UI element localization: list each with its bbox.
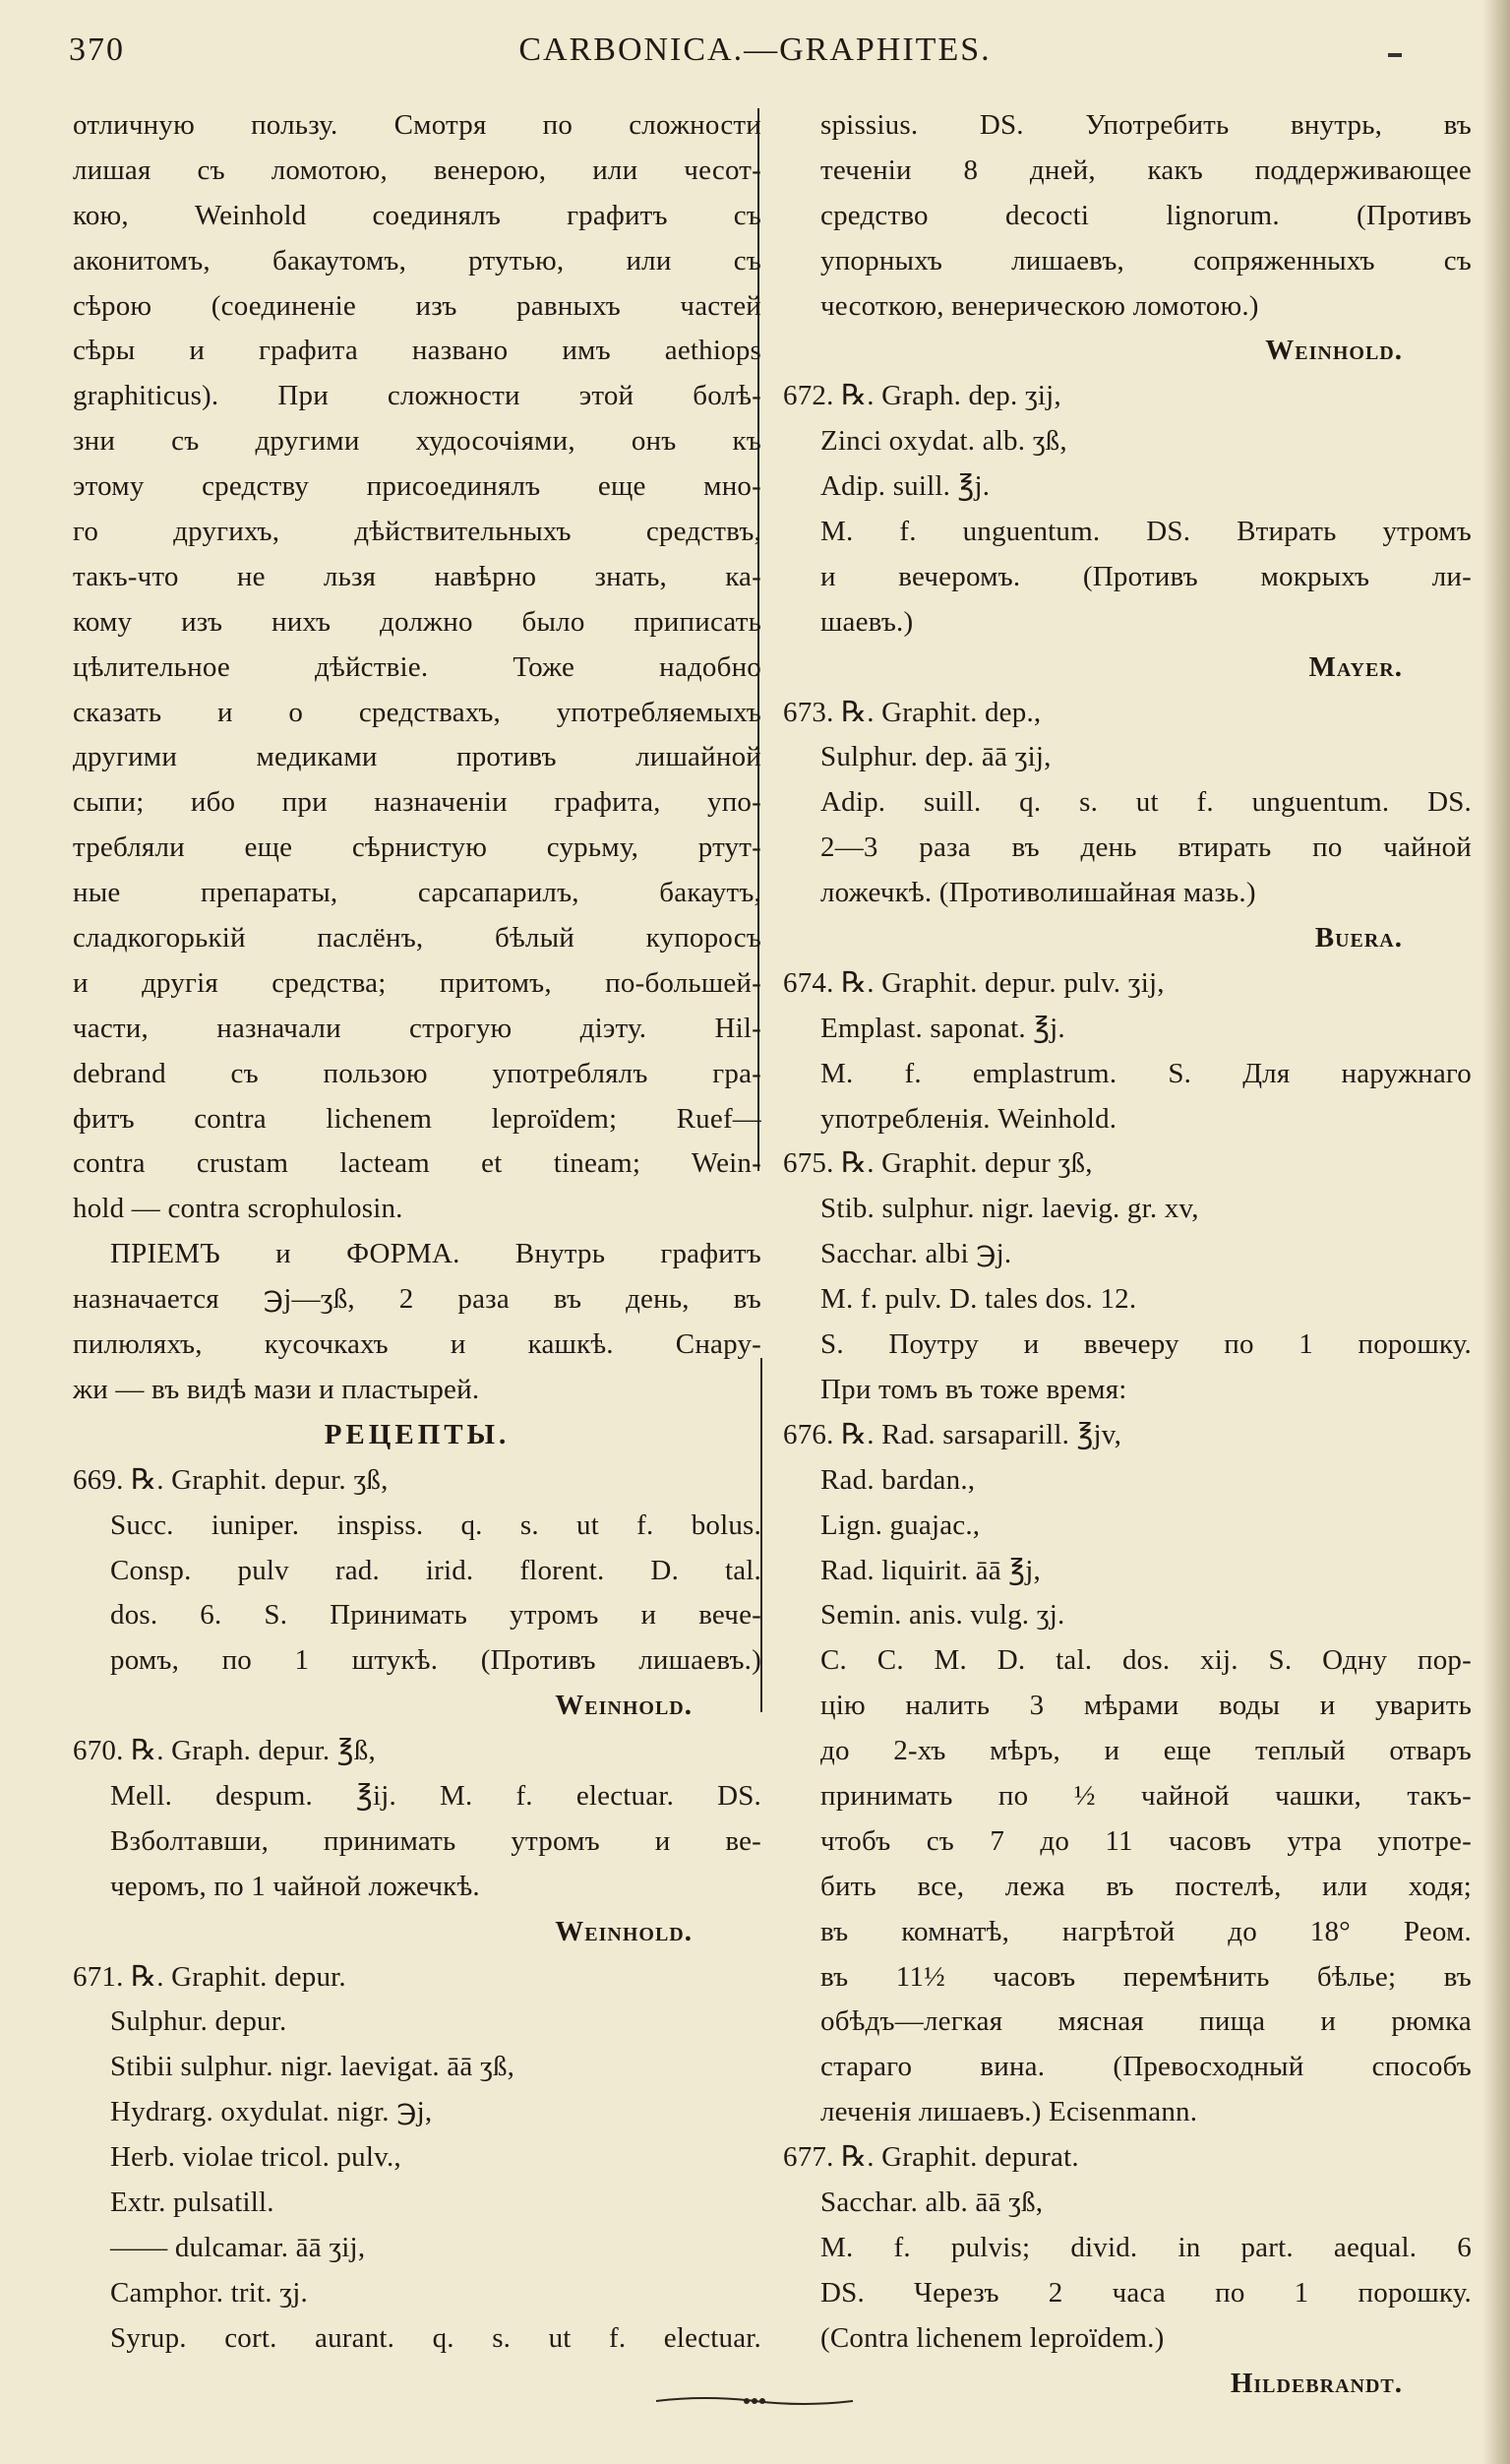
- text-line: лишая съ ломотою, венерою, или чесот-: [73, 154, 761, 186]
- recipe-heading-line: 669. ℞. Graphit. depur. ʒß,: [73, 1463, 389, 1496]
- text-line: въ 11½ часовъ перемѣнить бѣлье; въ: [820, 1960, 1472, 1993]
- head-mark: [1388, 53, 1402, 57]
- text-line: M. f. pulvis; divid. in part. aequal. 6: [820, 2231, 1472, 2263]
- text-line: contra crustam lacteam et tineam; Wein-: [73, 1147, 761, 1180]
- text-line: Syrup. cort. aurant. q. s. ut f. electuar.: [110, 2321, 761, 2354]
- text-line: аконитомъ, бакаутомъ, ртутью, или съ: [73, 244, 761, 277]
- text-line: кому изъ нихъ должно было приписать: [73, 605, 761, 638]
- text-line: обѣдъ—легкая мясная пища и рюмка: [820, 2005, 1472, 2038]
- text-line: Extr. pulsatill.: [110, 2186, 274, 2218]
- recipe-heading-line: 671. ℞. Graphit. depur.: [73, 1960, 346, 1993]
- text-line: graphiticus). При сложности этой болѣ-: [73, 380, 761, 412]
- text-line: требляли еще сѣрнистую сурьму, ртут-: [73, 832, 761, 864]
- text-line: Adip. suill. q. s. ut f. unguentum. DS.: [820, 786, 1472, 819]
- text-line: ные препараты, сарсапарилъ, бакаутъ,: [73, 877, 761, 909]
- running-head: [69, 31, 1441, 81]
- text-line: сѣры и графита названо имъ aethiops: [73, 335, 761, 367]
- text-line: ромъ, по 1 штукѣ. (Противъ лишаевъ.): [110, 1644, 761, 1677]
- left-text-column: [73, 103, 761, 2362]
- text-line: dos. 6. S. Принимать утромъ и вече-: [110, 1599, 761, 1632]
- section-title: CARBONICA.—GRAPHITES.: [518, 31, 992, 68]
- text-line: части, назначали строгую діэту. Hil-: [73, 1012, 761, 1044]
- recipe-heading-line: 673. ℞. Graphit. dep.,: [783, 696, 1042, 728]
- text-line: Mell. despum. ℥ij. M. f. electuar. DS.: [110, 1779, 761, 1812]
- text-line: Stib. sulphur. nigr. laevig. gr. xv,: [820, 1193, 1199, 1225]
- text-line: Взболтавши, принимать утромъ и ве-: [110, 1824, 761, 1857]
- text-line: леченія лишаевъ.) Ecisenmann.: [820, 2096, 1198, 2128]
- text-line: Rad. liquirit. āā ℥j,: [820, 1554, 1041, 1586]
- text-line: цію налить 3 мѣрами воды и уварить: [820, 1690, 1472, 1722]
- text-line: Sulphur. dep. āā ʒij,: [820, 741, 1052, 773]
- author-signature: Weinhold.: [555, 1915, 693, 1947]
- text-line: M. f. pulv. D. tales dos. 12.: [820, 1283, 1137, 1316]
- text-line: Sacchar. alb. āā ʒß,: [820, 2186, 1044, 2218]
- text-line: чесоткою, венерическою ломотою.): [820, 289, 1259, 322]
- text-line: Lign. guajac.,: [820, 1509, 981, 1541]
- text-line: При томъ въ тоже время:: [820, 1373, 1127, 1405]
- recipe-heading-line: 674. ℞. Graphit. depur. pulv. ʒij,: [783, 966, 1165, 999]
- text-line: DS. Черезъ 2 часа по 1 порошку.: [820, 2276, 1472, 2309]
- text-line: M. f. emplastrum. S. Для наружнаго: [820, 1057, 1472, 1089]
- text-line: и вечеромъ. (Противъ мокрыхъ ли-: [820, 560, 1472, 592]
- text-line: hold — contra scrophulosin.: [73, 1193, 403, 1225]
- page-number: 370: [69, 31, 125, 68]
- text-line: фитъ contra lichenem leproïdem; Ruef—: [73, 1102, 761, 1135]
- text-line: Sulphur. depur.: [110, 2005, 287, 2038]
- text-line: Sacchar. albi ℈j.: [820, 1238, 1012, 1270]
- text-line: жи — въ видѣ мази и пластырей.: [73, 1373, 480, 1405]
- recipe-heading-line: 676. ℞. Rad. sarsaparill. ℥jv,: [783, 1418, 1122, 1450]
- end-ornament: [656, 2393, 853, 2409]
- text-line: Emplast. saponat. ℥j.: [820, 1012, 1065, 1044]
- recipe-heading-line: 670. ℞. Graph. depur. ℥ß,: [73, 1735, 376, 1767]
- text-line: упорныхъ лишаевъ, сопряженныхъ съ: [820, 244, 1472, 277]
- text-line: сѣрою (соединеніе изъ равныхъ частей: [73, 289, 761, 322]
- text-line: теченіи 8 дней, какъ поддерживающее: [820, 154, 1472, 186]
- text-line: отличную пользу. Смотря по сложности: [73, 109, 761, 141]
- right-text-column: [783, 103, 1472, 2406]
- text-line: другими медиками противъ лишайной: [73, 741, 761, 773]
- text-line: цѣлительное дѣйствіе. Тоже надобно: [73, 650, 761, 683]
- text-line: въ комнатѣ, нагрѣтой до 18° Реом.: [820, 1915, 1472, 1947]
- text-line: и другія средства; притомъ, по-большей-: [73, 966, 761, 999]
- text-line: (Contra lichenem leproïdem.): [820, 2321, 1165, 2354]
- text-line: Stibii sulphur. nigr. laevigat. āā ʒß,: [110, 2051, 515, 2083]
- page-edge-shadow: [1482, 0, 1510, 2464]
- text-line: Camphor. trit. ʒj.: [110, 2276, 308, 2309]
- text-line: debrand съ пользою употреблялъ гра-: [73, 1057, 761, 1089]
- text-line: пилюляхъ, кусочкахъ и кашкѣ. Снару-: [73, 1328, 761, 1361]
- text-line: черомъ, по 1 чайной ложечкѣ.: [110, 1870, 480, 1902]
- text-line: Semin. anis. vulg. ʒj.: [820, 1599, 1065, 1632]
- author-signature: Buera.: [1314, 922, 1403, 955]
- text-line: 2—3 раза въ день втирать по чайной: [820, 832, 1472, 864]
- text-line: до 2-хъ мѣръ, и еще теплый отваръ: [820, 1735, 1472, 1767]
- author-signature: Hildebrandt.: [1230, 2367, 1403, 2399]
- text-line: бить все, лежа въ постелѣ, или ходя;: [820, 1870, 1472, 1902]
- text-line: S. Поутру и ввечеру по 1 порошку.: [820, 1328, 1472, 1361]
- text-line: го другихъ, дѣйствительныхъ средствъ,: [73, 516, 761, 548]
- text-line: сказать и о средствахъ, употребляемыхъ: [73, 696, 761, 728]
- author-signature: Weinhold.: [555, 1690, 693, 1722]
- text-line: Rad. bardan.,: [820, 1463, 976, 1496]
- recipe-heading-line: 672. ℞. Graph. dep. ʒij,: [783, 380, 1061, 412]
- text-line: C. C. M. D. tal. dos. xij. S. Одну пор-: [820, 1644, 1472, 1677]
- text-line: Consp. pulv rad. irid. florent. D. tal.: [110, 1554, 761, 1586]
- author-signature: Mayer.: [1308, 650, 1403, 683]
- text-line: такъ-что не льзя навѣрно знать, ка-: [73, 560, 761, 592]
- recipe-heading-line: 677. ℞. Graphit. depurat.: [783, 2141, 1079, 2174]
- text-line: spissius. DS. Употребить внутрь, въ: [820, 109, 1472, 141]
- text-line: этому средству присоединялъ еще мно-: [73, 470, 761, 503]
- text-line: Hydrarg. oxydulat. nigr. ℈j,: [110, 2096, 433, 2128]
- text-line: назначается ℈j—ʒß, 2 раза въ день, въ: [73, 1283, 761, 1316]
- text-line: средство decocti lignorum. (Противъ: [820, 199, 1472, 231]
- text-line: стараго вина. (Превосходный способъ: [820, 2051, 1472, 2083]
- text-line: РЕЦЕПТЫ.: [324, 1418, 511, 1450]
- text-line: сыпи; ибо при назначеніи графита, упо-: [73, 786, 761, 819]
- text-line: шаевъ.): [820, 605, 914, 638]
- text-line: ПРІЕМЪ и ФОРМА. Внутрь графитъ: [110, 1238, 761, 1270]
- author-signature: Weinhold.: [1265, 335, 1403, 367]
- text-line: зни съ другими худосочіями, онъ къ: [73, 425, 761, 458]
- text-line: Succ. iuniper. inspiss. q. s. ut f. bolus.: [110, 1509, 761, 1541]
- text-line: сладкогорькій паслёнъ, бѣлый купоросъ: [73, 922, 761, 955]
- text-line: кою, Weinhold соединялъ графитъ съ: [73, 199, 761, 231]
- text-line: чтобъ съ 7 до 11 часовъ утра употре-: [820, 1824, 1472, 1857]
- text-line: принимать по ½ чайной чашки, такъ-: [820, 1779, 1472, 1812]
- text-line: Herb. violae tricol. pulv.,: [110, 2141, 401, 2174]
- text-line: Zinci oxydat. alb. ʒß,: [820, 425, 1067, 458]
- text-line: ложечкѣ. (Противолишайная мазь.): [820, 877, 1256, 909]
- text-line: Adip. suill. ℥j.: [820, 470, 991, 503]
- text-line: употребленія. Weinhold.: [820, 1102, 1117, 1135]
- text-line: —— dulcamar. āā ʒij,: [110, 2231, 366, 2263]
- text-line: M. f. unguentum. DS. Втирать утромъ: [820, 516, 1472, 548]
- recipe-heading-line: 675. ℞. Graphit. depur ʒß,: [783, 1147, 1093, 1180]
